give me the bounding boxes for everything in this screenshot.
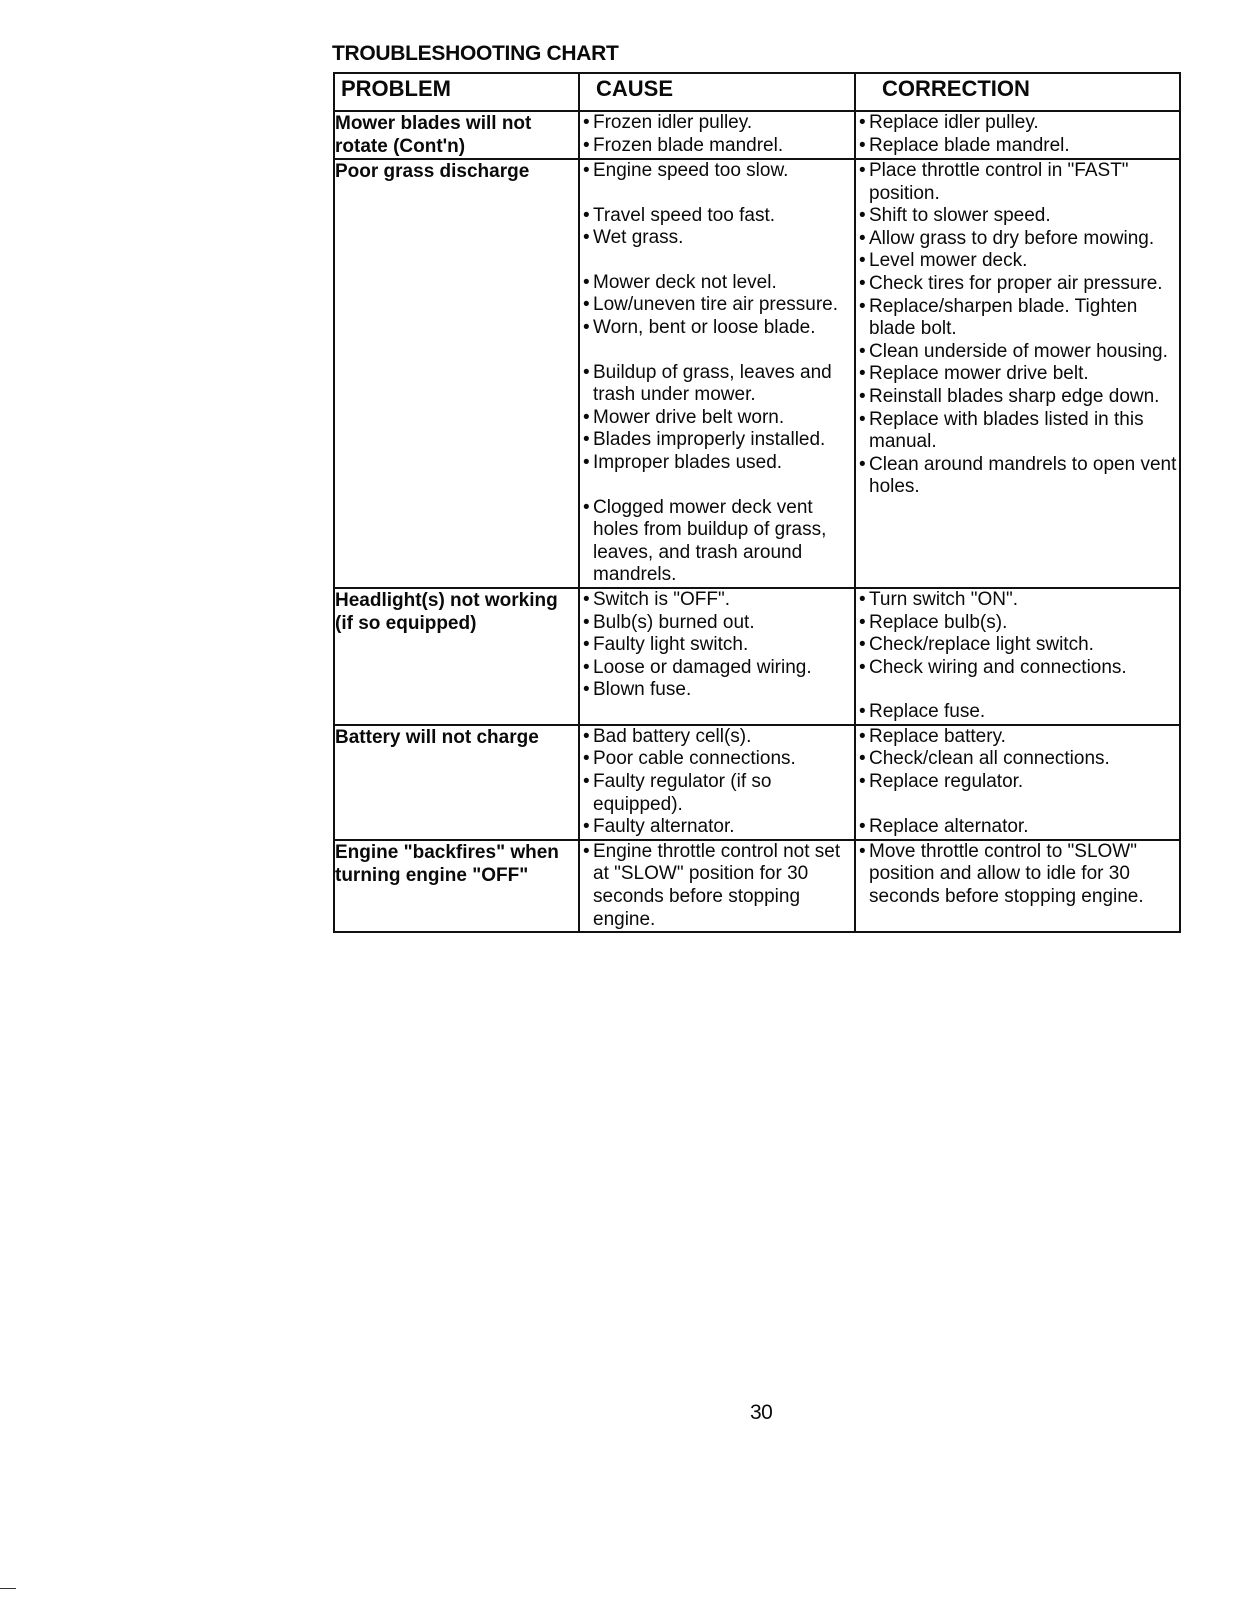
cause-item: [580, 748, 854, 771]
bullet-icon: •: [859, 227, 866, 249]
correction-item: [856, 701, 1179, 724]
correction-item-text: Replace idler pulley.: [869, 112, 1039, 133]
header-row: [334, 73, 1180, 111]
bullet-icon: •: [859, 408, 866, 430]
correction-item-text: Check/replace light switch.: [869, 634, 1094, 656]
cause-item-text: Clogged mower deck vent holes from buildup of grass, leaves, and trash around mandrels.: [593, 496, 827, 586]
correction-item: [856, 228, 1179, 251]
page-number: 30: [750, 1401, 773, 1424]
cause-item-text: Frozen blade mandrel.: [593, 134, 784, 156]
bullet-icon: •: [583, 611, 590, 633]
cause-item-text: Faulty light switch.: [593, 634, 749, 656]
cause-item-text: Buildup of grass, leaves and trash under mower.: [593, 361, 832, 406]
cause-item-text: Engine speed too slow.: [593, 160, 789, 181]
correction-item-text: Turn switch "ON".: [869, 588, 1018, 610]
correction-item: [856, 363, 1179, 386]
correction-item-text: Place throttle control in "FAST" position.: [869, 160, 1129, 204]
troubleshooting-table: [333, 72, 1181, 933]
bullet-icon: •: [859, 611, 866, 633]
cause-item-text: Bad battery cell(s).: [593, 725, 752, 747]
bullet-icon: •: [859, 112, 866, 133]
cause-cell: [579, 111, 855, 159]
bullet-icon: •: [859, 272, 866, 294]
correction-item: [856, 296, 1179, 341]
correction-item-text: Replace mower drive belt.: [869, 363, 1089, 385]
correction-cell: [855, 588, 1180, 725]
correction-item: [856, 341, 1179, 364]
cause-item-text: Worn, bent or loose blade.: [593, 316, 816, 338]
table-row: [334, 725, 1180, 840]
correction-item: [856, 112, 1179, 135]
bullet-icon: •: [583, 679, 590, 701]
cause-item-text: Faulty regulator (if so equipped).: [593, 771, 772, 815]
problem-cell: Headlight(s) not working (if so equipped): [334, 588, 579, 725]
correction-cell: [855, 840, 1180, 932]
spacer: [856, 679, 1179, 701]
cause-item: [580, 497, 854, 587]
correction-item-text: Allow grass to dry before mowing.: [869, 227, 1155, 249]
cause-item: [580, 771, 854, 816]
bullet-icon: •: [583, 656, 590, 678]
cause-item: [580, 657, 854, 680]
cause-item: [580, 429, 854, 452]
bullet-icon: •: [859, 340, 866, 362]
bullet-icon: •: [859, 771, 866, 793]
bullet-icon: •: [859, 453, 866, 475]
bullet-icon: •: [583, 748, 590, 770]
cause-item: [580, 452, 854, 475]
correction-item-text: Replace with blades listed in this manual.: [869, 408, 1144, 453]
correction-item: [856, 454, 1179, 499]
cause-item: [580, 272, 854, 295]
bullet-icon: •: [859, 588, 866, 610]
bullet-icon: •: [583, 112, 590, 133]
problem-cell: Mower blades will not rotate (Cont'n): [334, 111, 579, 159]
correction-item-text: Replace bulb(s).: [869, 611, 1008, 633]
bullet-icon: •: [859, 205, 866, 227]
spacer: [580, 250, 854, 272]
correction-item-text: Shift to slower speed.: [869, 205, 1051, 227]
correction-cell: [855, 159, 1180, 588]
cause-item-text: Wet grass.: [593, 227, 684, 249]
page-title: TROUBLESHOOTING CHART: [332, 42, 619, 65]
correction-item: [856, 409, 1179, 454]
corner-mark: [0, 1588, 16, 1589]
bullet-icon: •: [583, 725, 590, 747]
correction-item-text: Replace alternator.: [869, 815, 1029, 837]
cause-item: [580, 317, 854, 340]
correction-item: [856, 657, 1179, 680]
spacer: [856, 794, 1179, 816]
bullet-icon: •: [859, 656, 866, 678]
bullet-icon: •: [859, 295, 866, 317]
bullet-icon: •: [583, 294, 590, 316]
bullet-icon: •: [583, 361, 590, 383]
correction-item-text: Clean around mandrels to open vent holes.: [869, 453, 1177, 498]
cause-cell: [579, 159, 855, 588]
bullet-icon: •: [859, 840, 866, 862]
correction-item: [856, 816, 1179, 839]
cause-item: [580, 841, 854, 931]
cause-item-text: Blown fuse.: [593, 679, 692, 701]
bullet-icon: •: [583, 160, 590, 181]
correction-item: [856, 771, 1179, 794]
bullet-icon: •: [583, 204, 590, 226]
bullet-icon: •: [859, 160, 866, 181]
cause-item: [580, 294, 854, 317]
bullet-icon: •: [583, 429, 590, 451]
correction-item: [856, 135, 1179, 158]
cause-item: [580, 135, 854, 158]
correction-item: [856, 386, 1179, 409]
cause-item-text: Engine throttle control not set at "SLOW" position for 30 seconds before stopping engine.: [593, 840, 841, 930]
bullet-icon: •: [583, 134, 590, 156]
bullet-icon: •: [583, 771, 590, 793]
cause-item: [580, 112, 854, 135]
correction-item: [856, 160, 1179, 205]
correction-item-text: Clean underside of mower housing.: [869, 340, 1168, 362]
cause-item: [580, 362, 854, 407]
cause-item-text: Travel speed too fast.: [593, 204, 776, 226]
cause-item-text: Faulty alternator.: [593, 816, 735, 838]
correction-item-text: Level mower deck.: [869, 250, 1028, 272]
header-cause: CAUSE: [579, 73, 855, 111]
bullet-icon: •: [583, 227, 590, 249]
correction-cell: [855, 725, 1180, 840]
correction-item-text: Replace blade mandrel.: [869, 134, 1070, 156]
cause-item: [580, 612, 854, 635]
cause-item: [580, 634, 854, 657]
cause-cell: [579, 725, 855, 840]
problem-cell: Engine "backfires" when turning engine "OFF": [334, 840, 579, 932]
cause-item-text: Bulb(s) burned out.: [593, 611, 755, 633]
cause-item-text: Frozen idler pulley.: [593, 112, 753, 133]
spacer: [580, 340, 854, 362]
bullet-icon: •: [859, 134, 866, 156]
bullet-icon: •: [859, 385, 866, 407]
correction-item: [856, 612, 1179, 635]
cause-item: [580, 589, 854, 612]
table-row: [334, 159, 1180, 588]
bullet-icon: •: [583, 588, 590, 610]
correction-item-text: Replace battery.: [869, 725, 1006, 747]
table-row: [334, 840, 1180, 932]
bullet-icon: •: [859, 250, 866, 272]
correction-item: [856, 748, 1179, 771]
cause-item: [580, 407, 854, 430]
bullet-icon: •: [859, 363, 866, 385]
cause-item: [580, 726, 854, 749]
correction-item: [856, 589, 1179, 612]
correction-item-text: Replace regulator.: [869, 771, 1024, 793]
cause-item: [580, 205, 854, 228]
correction-item-text: Replace fuse.: [869, 701, 986, 723]
table-row: [334, 588, 1180, 725]
bullet-icon: •: [583, 816, 590, 838]
bullet-icon: •: [859, 701, 866, 723]
correction-item-text: Reinstall blades sharp edge down.: [869, 385, 1160, 407]
cause-item-text: Poor cable connections.: [593, 748, 796, 770]
cause-item: [580, 816, 854, 839]
bullet-icon: •: [859, 634, 866, 656]
problem-cell: Battery will not charge: [334, 725, 579, 840]
bullet-icon: •: [859, 748, 866, 770]
header-correction: CORRECTION: [855, 73, 1180, 111]
cause-cell: [579, 588, 855, 725]
correction-item-text: Move throttle control to "SLOW" position and allow to idle for 30 seconds before stopping engine.: [869, 840, 1144, 908]
correction-item: [856, 273, 1179, 296]
bullet-icon: •: [583, 271, 590, 293]
bullet-icon: •: [583, 406, 590, 428]
table-row: [334, 111, 1180, 159]
correction-item: [856, 205, 1179, 228]
correction-item-text: Check tires for proper air pressure.: [869, 272, 1163, 294]
cause-item-text: Improper blades used.: [593, 451, 783, 473]
bullet-icon: •: [583, 451, 590, 473]
header-problem: PROBLEM: [334, 73, 579, 111]
cause-item: [580, 227, 854, 250]
cause-cell: [579, 840, 855, 932]
cause-item: [580, 679, 854, 702]
correction-item: [856, 726, 1179, 749]
correction-cell: [855, 111, 1180, 159]
problem-cell: Poor grass discharge: [334, 159, 579, 588]
bullet-icon: •: [583, 840, 590, 862]
bullet-icon: •: [583, 316, 590, 338]
correction-item: [856, 634, 1179, 657]
bullet-icon: •: [583, 634, 590, 656]
spacer: [580, 475, 854, 497]
cause-item-text: Low/uneven tire air pressure.: [593, 294, 839, 316]
bullet-icon: •: [859, 815, 866, 837]
correction-item: [856, 841, 1179, 909]
correction-item-text: Replace/sharpen blade. Tighten blade bolt.: [869, 295, 1138, 340]
bullet-icon: •: [859, 725, 866, 747]
cause-item-text: Switch is "OFF".: [593, 588, 730, 610]
cause-item-text: Mower drive belt worn.: [593, 406, 785, 428]
cause-item: [580, 160, 854, 183]
cause-item-text: Mower deck not level.: [593, 271, 777, 293]
correction-item: [856, 250, 1179, 273]
cause-item-text: Loose or damaged wiring.: [593, 656, 812, 678]
correction-item-text: Check/clean all connections.: [869, 748, 1110, 770]
spacer: [580, 183, 854, 205]
cause-item-text: Blades improperly installed.: [593, 429, 826, 451]
correction-item-text: Check wiring and connections.: [869, 656, 1127, 678]
bullet-icon: •: [583, 496, 590, 518]
